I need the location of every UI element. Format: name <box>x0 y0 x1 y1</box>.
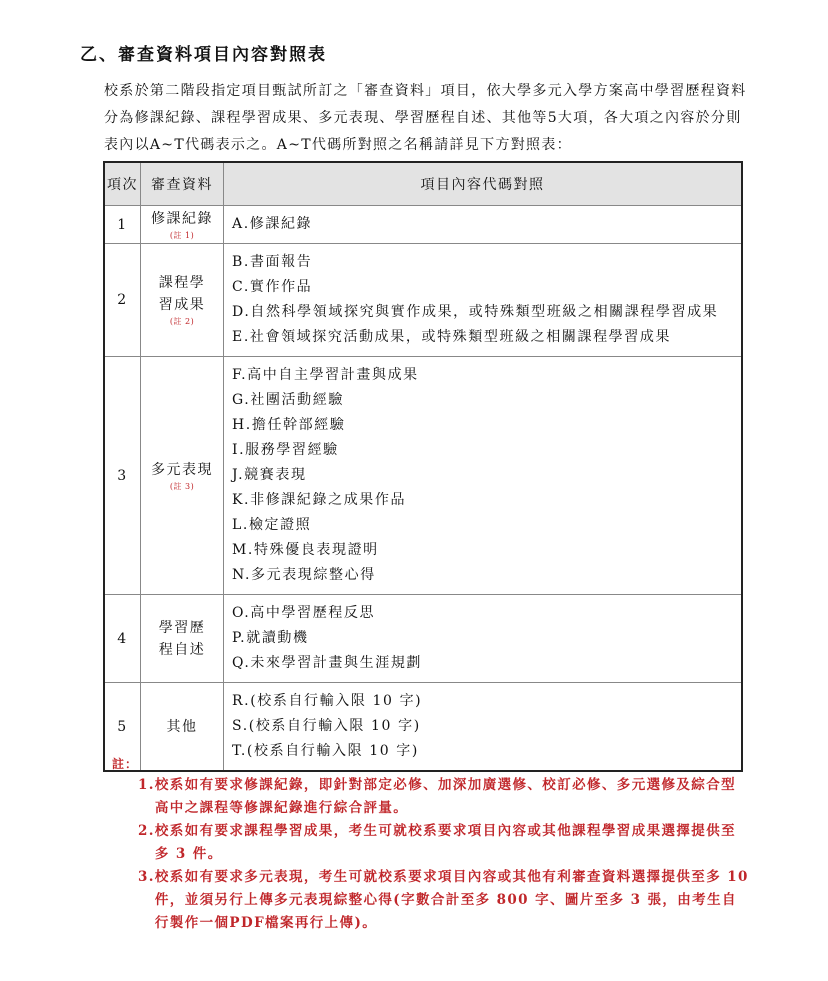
note-number: 3. <box>138 869 155 885</box>
note-number: 2. <box>138 823 155 839</box>
item-code-entry: K.非修課紀錄之成果作品 <box>232 492 407 508</box>
item-code-entry: F.高中自主學習計畫與成果 <box>232 367 419 383</box>
item-code-entry: J.競賽表現 <box>232 467 307 483</box>
row-items <box>224 357 743 595</box>
item-code-entry: L.檢定證照 <box>232 517 312 533</box>
note-number: 1. <box>138 777 155 793</box>
category-label: 課程學習成果 <box>158 275 206 313</box>
category-note-ref: (註 1) <box>169 230 195 240</box>
note-text: 校系如有要求課程學習成果，考生可就校系要求項目內容或其他課程學習成果選擇提供至多 3 件。 <box>154 823 737 862</box>
category-label: 學習歷程自述 <box>158 619 206 658</box>
item-code-entry: Q.未來學習計畫與生涯規劃 <box>232 655 423 671</box>
note-item <box>138 866 750 935</box>
item-code-entry: R.(校系自行輸入限 10 字) <box>232 693 423 709</box>
notes-title: 註： <box>112 757 139 771</box>
note-text: 校系如有要求修課紀錄，即針對部定必修、加深加廣選修、校訂必修、多元選修及綜合型高中之課程等修課紀錄進行綜合評量。 <box>154 777 737 816</box>
item-code-entry: C.實作作品 <box>232 279 313 295</box>
item-code-entry: T.(校系自行輸入限 10 字) <box>232 743 419 759</box>
row-category <box>141 206 224 244</box>
section-heading: 乙、審查資料項目內容對照表 <box>80 45 327 65</box>
item-code-entry: S.(校系自行輸入限 10 字) <box>232 718 421 734</box>
item-code-entry: B.書面報告 <box>232 254 313 270</box>
item-code-entry: D.自然科學領域探究與實作成果，或特殊類型班級之相關課程學習成果 <box>232 304 719 320</box>
row-number: 2 <box>104 244 141 357</box>
table-row <box>104 595 742 683</box>
row-items <box>224 595 743 683</box>
item-code-entry: H.擔任幹部經驗 <box>232 417 346 433</box>
row-category <box>141 244 224 357</box>
category-note-ref: (註 2) <box>169 317 195 326</box>
item-code-entry: A.修課紀錄 <box>232 216 313 232</box>
row-items <box>224 244 743 357</box>
category-label: 其他 <box>166 718 198 735</box>
item-code-entry: G.社團活動經驗 <box>232 392 344 408</box>
note-item <box>138 820 750 866</box>
table-row <box>104 683 742 772</box>
row-category <box>141 595 224 683</box>
item-code-entry: E.社會領域探究活動成果，或特殊類型班級之相關課程學習成果 <box>232 329 672 345</box>
row-category <box>141 357 224 595</box>
header-no: 項次 <box>104 162 141 206</box>
item-code-entry: M.特殊優良表現證明 <box>232 542 379 558</box>
table-row <box>104 244 742 357</box>
notes-list <box>138 774 750 935</box>
item-code-entry: N.多元表現綜整心得 <box>232 567 376 583</box>
item-code-entry: P.就讀動機 <box>232 630 309 646</box>
row-number: 3 <box>104 357 141 595</box>
intro-paragraph: 校系於第二階段指定項目甄試所訂之「審查資料」項目，依大學多元入學方案高中學習歷程資料分為修課紀錄、課程學習成果、多元表現、學習歷程自述、其他等5大項，各大項之內容於分則表內以A~T代碼表示之。A~T代碼所對照之名稱請詳見下方對照表： <box>104 83 747 153</box>
review-items-table <box>103 161 743 772</box>
row-items <box>224 206 743 244</box>
row-number: 5 <box>104 683 141 772</box>
row-items <box>224 683 743 772</box>
note-text: 校系如有要求多元表現，考生可就校系要求項目內容或其他有利審查資料選擇提供至多 10 件，並須另行上傳多元表現綜整心得(字數合計至多 800 字、圖片至多 3 張，由考生自行製作一個PDF檔案再行上傳)。 <box>154 869 749 931</box>
category-label: 修課紀錄 <box>151 210 213 227</box>
header-category: 審查資料 <box>141 162 224 206</box>
item-code-entry: O.高中學習歷程反思 <box>232 605 376 621</box>
row-category <box>141 683 224 772</box>
category-label: 多元表現 <box>151 461 213 478</box>
note-item <box>138 774 750 820</box>
table-row <box>104 357 742 595</box>
table-row <box>104 206 742 244</box>
category-note-ref: (註 3) <box>169 481 195 491</box>
table-header-row <box>104 162 742 206</box>
row-number: 1 <box>104 206 141 244</box>
header-items: 項目內容代碼對照 <box>224 162 743 206</box>
item-code-entry: I.服務學習經驗 <box>232 442 339 458</box>
row-number: 4 <box>104 595 141 683</box>
